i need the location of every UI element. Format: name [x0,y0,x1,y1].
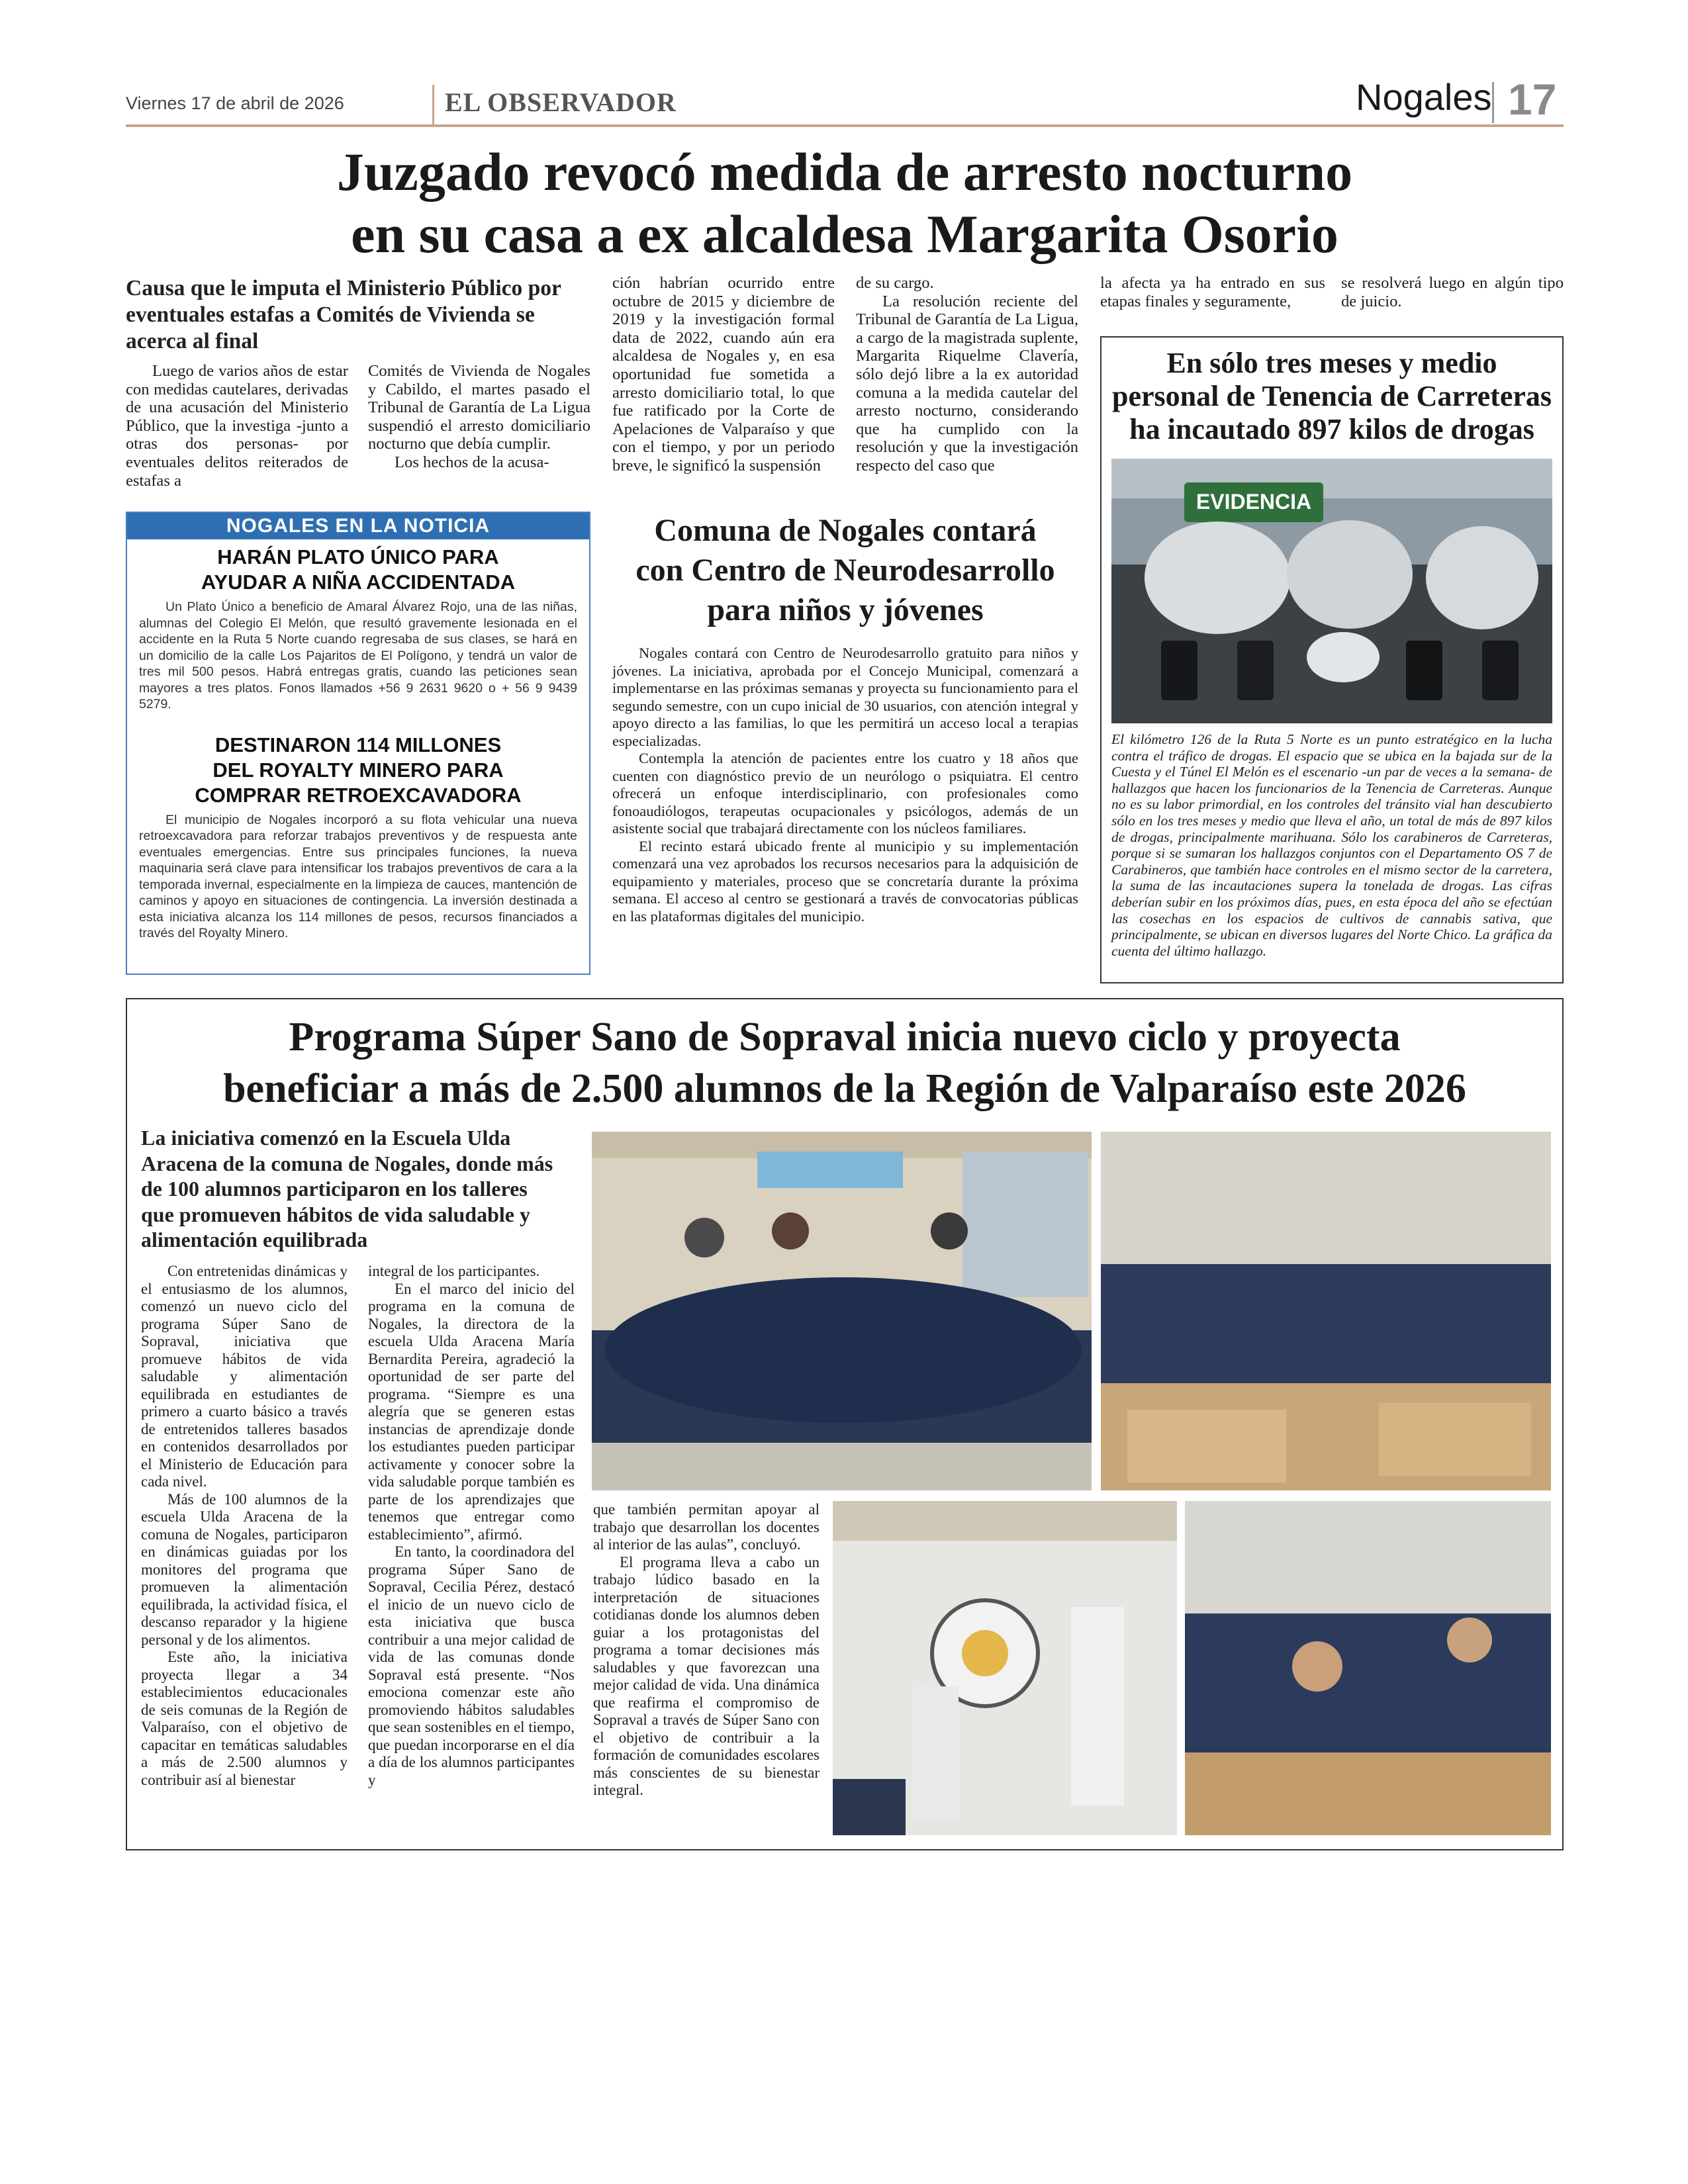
sopraval-photo-activity [833,1501,1177,1835]
drug-package-icon [1307,632,1380,682]
main-col2-text-a: Comités de Vivienda de Nogales y Cabildo, el martes pasado el Tribunal de Garantía de La Ligua suspendió el arresto domiciliario nocturno que debía cumplir. [368,362,590,453]
sopraval-photo-group-1 [592,1132,1092,1490]
main-article-col-1 [126,362,348,490]
news-brief-label: NOGALES EN LA NOTICIA [127,513,589,539]
main-col2-text-b: Los hechos de la acusa- [395,453,549,471]
sopraval-col2-paragraph-2: En el marco del inicio del programa en la comuna de Nogales, la directora de la escuela Ulda Aracena María Bernardita Pereira, agradeció la oportunidad de ser parte del programa. “Siempre es una alegría que se generen estas instancias de aprendizaje donde los estudiantes pueden participar activamente y conocer sobre la vida saludable porque también es parte de los aprendizajes que tenemos que entregar como establecimiento”, afirmó. [368,1280,575,1543]
sopraval-col1-paragraph-2: Más de 100 alumnos de la escuela Ulda Aracena de la comuna de Nogales, participaron en dinámicas guiadas por los monitores del programa que promueven la alimentación equilibrada, la actividad física, el descanso reparador y la higiene personal y de los alimentos. [141,1490,348,1648]
sopraval-col1-paragraph-1: Con entretenidas dinámicas y el entusiasmo de los alumnos, comenzó un nuevo ciclo del programa Súper Sano de Sopraval, iniciativa que promueve hábitos de vida saludable y alimentación equilibrada en estudiantes de primero a cuarto básico a través de entretenidos talleres basados en contenidos desarrollados por el Ministerio de Educación para cada nivel. [141,1263,348,1490]
main-headline-line-1: Juzgado revocó medida de arresto nocturno [336,142,1353,202]
drugs-headline [1102,347,1562,446]
sopraval-col3-paragraph-1: que también permitan apoyar al trabajo que desarrollan los docentes al interior de las aulas”, concluyó. [593,1501,820,1553]
main-headline [126,141,1564,265]
presenter-icon [1071,1607,1124,1805]
main-article-col-3 [612,274,835,475]
main-col4-text-b: La resolución reciente del Tribunal de Garantía de La Ligua, a cargo de la magistrada suplente, Margarita Riquelme Clavería, sólo dejó libre a la ex autoridad comuna a la medida cautelar del arresto nocturno, considerando que ha cumplido con la resolución y que la investigación respecto del caso que [856,292,1078,475]
sopraval-col2-paragraph-3: En tanto, la coordinadora del programa Súper Sano de Sopraval, Cecilia Pérez, destacó el inicio de un nuevo ciclo de esta iniciativa que busca contribuir a una mejor calidad de vida de las comunas donde Sopraval está presente. “Nos emociona comenzar este año promoviendo hábitos saludables que sean sostenibles en el tiempo, que puedan incorporarse en el día a día de los alumnos participantes y [368,1543,575,1788]
newspaper-name: EL OBSERVADOR [445,87,677,117]
main-article-col-6 [1341,274,1564,310]
brief-2-body: El municipio de Nogales incorporó a su flota vehicular una nueva retroexcavadora para reforzar trabajos preventivos y de respuesta ante eventuales emergencias. Entre sus principales funciones, la nueva maquinaria será clave para intensificar los trabajos preventivos de cara a la temporada invernal, especialmente en la limpieza de cauces, mantención de caminos y apoyo en situaciones de contingencia. La inversión destinada a esta iniciativa alcanza los 114 millones de pesos, recursos financiados a través del Royalty Minero. [139,812,577,940]
classroom-photo-svg [1101,1132,1551,1490]
sopraval-col1-paragraph-3: Este año, la iniciativa proyecta llegar a 34 establecimientos educacionales de seis comunas de la Región de Valparaíso, con el objetivo de capacitar en temáticas saludables a más de 2.500 alumnos y contribuir así al bienestar [141,1649,348,1788]
sopraval-col-1 [141,1263,348,1789]
neuro-body [612,645,1078,925]
phone-icon [1237,641,1274,700]
brief-2-title-line-2: DEL ROYALTY MINERO PARA [212,758,504,782]
desk-icon [1127,1410,1286,1482]
neuro-paragraph-3: El recinto estará ubicado frente al municipio y su implementación comenzará una vez aprobados los recursos necesarios para la adquisición de equipamiento y materiales, proceso que se concretaría durante la próxima semana. El acceso al centro se gestionará a través de convocatorias públicas en las plataformas digitales del municipio. [612,837,1078,925]
main-article-col-5 [1100,274,1325,310]
brief-1-title-line-1: HARÁN PLATO ÚNICO PARA [217,545,499,569]
neuro-headline-line-1: Comuna de Nogales contará [654,513,1037,548]
classroom-photo-svg [592,1132,1092,1490]
drug-package-icon [1426,526,1538,629]
main-col3-text: ción habrían ocurrido entre octubre de 2015 y diciembre de 2019 y la investigación formal data de 2022, cuando aún era alcaldesa de Nogales y, en esa oportunidad fue sometida a arresto domiciliario total, lo que fue ratificado por la Corte de Apelaciones de Valparaíso y que con el tiempo, y por un periodo breve, le significó la suspensión [612,274,835,475]
neuro-paragraph-1: Nogales contará con Centro de Neurodesarrollo gratuito para niños y jóvenes. La iniciativa, aprobada por el Concejo Municipal, comenzará a implementarse en las próximas semanas y proyecta su funcionamiento para el segundo semestre, con un cupo inicial de 30 usuarios, con atención integral y apoyo directo a las familias, lo que les permitirá un acceso local a terapias especializadas. [612,645,1078,749]
brief-1-title-line-2: AYUDAR A NIÑA ACCIDENTADA [201,570,516,594]
sopraval-headline [127,1011,1562,1115]
kids-photo-svg [1185,1501,1551,1835]
main-article-col-2 [368,362,590,472]
neuro-paragraph-2: Contempla la atención de pacientes entre los cuatro y 18 años que cuenten con diagnóstico previo de un neurólogo o psiquiatra. El centro ofrecerá un enfoque interdisciplinario, con profesionales como fonoaudiólogos, terapeutas ocupacionales y psicólogos, además de un asistente social que trabajará directamente con los núcleos familiares. [612,750,1078,837]
brief-1-body: Un Plato Único a beneficio de Amaral Álvarez Rojo, una de las niñas, alumnas del Colegio El Melón, que resultó gravemente lesionada en el accidente en la Ruta 5 Norte cuando regresaba de sus clases, se hará en un domicilio de la calle Los Pajaritos de El Polígono, y tendrá un valor de tres mil 500 pesos. Habrá entregas gratis, cuando las peticiones sean mayores a tres platos. Fonos llamados +56 9 2631 9620 o + 56 9 9439 5279. [139,600,577,711]
person-icon [931,1212,968,1250]
person-icon [772,1212,809,1250]
sopraval-col-2 [368,1263,575,1789]
sopraval-headline-line-1: Programa Súper Sano de Sopraval inicia nuevo ciclo y proyecta [289,1015,1401,1060]
brief-2-title-line-1: DESTINARON 114 MILLONES [214,733,502,756]
drugs-headline-line-2: personal de Tenencia de Carreteras [1111,380,1552,412]
main-deck: Causa que le imputa el Ministerio Público por eventuales estafas a Comités de Vivienda se acerca al final [126,276,561,353]
neuro-headline-line-2: con Centro de Neurodesarrollo [635,553,1055,588]
sopraval-col3-paragraph-2: El programa lleva a cabo un trabajo lúdico basado en la interpretación de situaciones cotidianas donde los alumnos deben guiar a los protagonistas del programa a tomar decisiones más saludables y que favorezcan una mejor calidad de vida. Una dinámica que reafirma el compromiso de Sopraval a través de Súper Sano con el objetivo de contribuir a la formación de comunidades escolares más conscientes de su bienestar integral. [593,1553,820,1798]
masthead-rule [126,124,1564,127]
evidence-sign-text: EVIDENCIA [1196,490,1312,514]
drugs-headline-line-3: ha incautado 897 kilos de drogas [1129,413,1534,445]
presenter-icon [912,1686,959,1819]
drugs-article-box [1100,336,1564,983]
neuro-headline [612,511,1078,630]
phone-icon [1482,641,1519,700]
main-headline-line-2: en su casa a ex alcaldesa Margarita Osorio [351,204,1338,264]
page-number: 17 [1508,75,1557,124]
phone-icon [1406,641,1442,700]
main-col6-text: se resolverá luego en algún tipo de juicio. [1341,274,1564,310]
drugs-photo-caption: El kilómetro 126 de la Ruta 5 Norte es un punto estratégico en la lucha contra el tráfico de drogas. El espacio que se ubica en la bajada sur de la Cuesta y el Túnel El Melón es el escenario -un par de veces a la semana- de hallazgos que hacen los funcionarios de la Tenencia de Carreteras. Aunque no es su labor primordial, en los controles del tránsito vial han descubierto sólo en los tres meses y medio que lleva el año, un total de más de 897 kilos de drogas, principalmente marihuana. Sólo los carabineros de Carreteras, porque si se sumaran los hallazgos conjuntos con el Departamento OS 7 de Carabineros, que también hace controles en el mismo sector de la carretera, la suma de las incautaciones supera la tonelada de drogas. Las cifras deberían subir en los próximos días, pues, en esta época del año se efectúan las cosechas en los espacios de cultivos de cannabis sativa, que principalmente, se ubican en diversos lugares del Norte Chico. La gráfica da cuenta del último hallazgo. [1111,731,1552,959]
neuro-headline-line-3: para niños y jóvenes [707,592,984,627]
drugs-evidence-photo [1111,459,1552,723]
drug-package-icon [1145,522,1290,634]
sopraval-col2-paragraph-1: integral de los participantes. [368,1263,540,1279]
sopraval-photo-group-2 [1101,1132,1551,1490]
section-name: Nogales [1356,76,1492,118]
main-article-col-4 [856,274,1078,475]
drugs-headline-line-1: En sólo tres meses y medio [1166,347,1497,379]
activity-photo-svg [833,1501,1177,1835]
desk-icon [1379,1403,1531,1476]
child-icon [1447,1617,1492,1662]
news-brief-box [126,512,590,975]
masthead-divider-right [1492,82,1494,123]
issue-date: Viernes 17 de abril de 2026 [126,93,344,113]
drugs-photo-svg [1111,459,1552,723]
main-col1-text: Luego de varios años de estar con medidas cautelares, derivadas de una acusación del Ministerio Público, que la investiga -junto a otras dos personas- por eventuales delitos reiterados de estafas a [126,362,348,490]
main-col5-text: la afecta ya ha entrado en sus etapas finales y seguramente, [1100,274,1325,310]
sopraval-photo-kids [1185,1501,1551,1835]
brief-2-title [127,733,589,808]
sopraval-headline-line-2: beneficiar a más de 2.500 alumnos de la Región de Valparaíso este 2026 [223,1066,1466,1111]
sopraval-deck: La iniciativa comenzó en la Escuela Ulda Aracena de la comuna de Nogales, donde más de 100 alumnos participaron en los talleres que promueven hábitos de vida saludable y alimentación equilibrada [141,1126,553,1251]
person-icon [684,1218,724,1257]
masthead-divider-left [432,85,434,124]
sopraval-col-3 [593,1501,820,1799]
main-col4-text-a: de su cargo. [856,274,934,292]
child-icon [1292,1641,1342,1692]
drug-package-icon [1287,520,1413,629]
phone-icon [1161,641,1197,700]
brief-2-title-line-3: COMPRAR RETROEXCAVADORA [195,783,522,807]
brief-1-title [127,545,589,595]
